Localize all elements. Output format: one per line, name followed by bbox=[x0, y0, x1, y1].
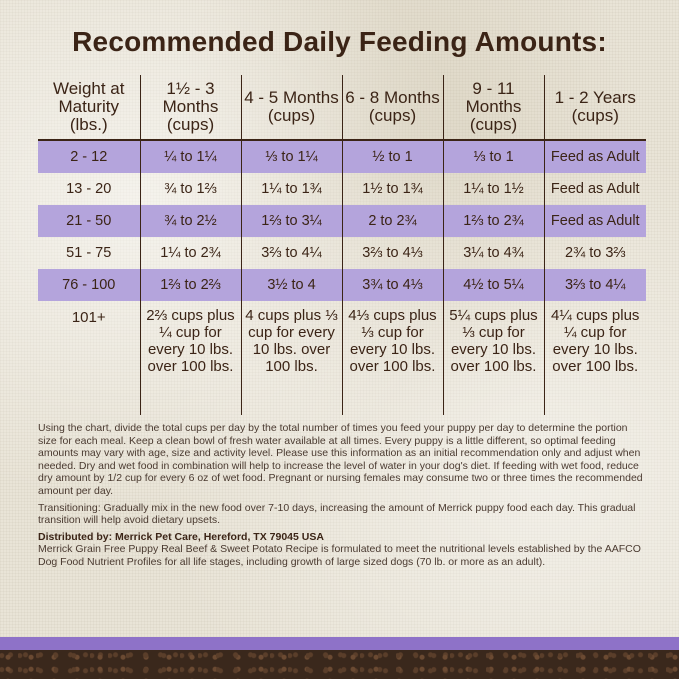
table-cell: 21 - 50 bbox=[38, 205, 140, 237]
column-header: 6 - 8 Months (cups) bbox=[342, 75, 443, 140]
table-header-row bbox=[38, 75, 646, 140]
table-cell: 4⅓ cups plus ⅓ cup for every 10 lbs. over 100 lbs. bbox=[342, 301, 443, 415]
table-cell: ¼ to 1¼ bbox=[140, 140, 241, 173]
table-cell: 1½ to 1¾ bbox=[342, 173, 443, 205]
table-cell: 4 cups plus ⅓ cup for every 10 lbs. over 100 lbs. bbox=[241, 301, 342, 415]
table-row bbox=[38, 237, 646, 269]
column-header: 4 - 5 Months (cups) bbox=[241, 75, 342, 140]
column-header: 1½ - 3 Months (cups) bbox=[140, 75, 241, 140]
table-row bbox=[38, 140, 646, 173]
table-cell: 1⅔ to 3¼ bbox=[241, 205, 342, 237]
table-cell: Feed as Adult bbox=[544, 140, 646, 173]
table-cell: 101+ bbox=[38, 301, 140, 415]
table-cell: ⅓ to 1 bbox=[443, 140, 544, 173]
table-cell: 1¼ to 1½ bbox=[443, 173, 544, 205]
table-cell: 1¼ to 1¾ bbox=[241, 173, 342, 205]
transitioning-note: Transitioning: Gradually mix in the new food over 7-10 days, increasing the amount of Merrick puppy food each day. This gradual transition will help avoid dietary upsets. bbox=[38, 501, 636, 527]
table-cell: 76 - 100 bbox=[38, 269, 140, 301]
table-cell: 13 - 20 bbox=[38, 173, 140, 205]
column-header: 1 - 2 Years (cups) bbox=[544, 75, 646, 140]
page-title: Recommended Daily Feeding Amounts: bbox=[72, 26, 607, 57]
distributor-line: Distributed by: Merrick Pet Care, Hereford, TX 79045 USA bbox=[38, 530, 324, 543]
table-cell: 1⅔ to 2⅔ bbox=[140, 269, 241, 301]
table-row bbox=[38, 173, 646, 205]
column-header: 9 - 11 Months (cups) bbox=[443, 75, 544, 140]
table-cell: ¾ to 2½ bbox=[140, 205, 241, 237]
table-cell: 5¼ cups plus ⅓ cup for every 10 lbs. over 100 lbs. bbox=[443, 301, 544, 415]
table-row bbox=[38, 269, 646, 301]
table-cell: 4¼ cups plus ¼ cup for every 10 lbs. over 100 lbs. bbox=[551, 307, 640, 375]
table-cell: 3⅔ to 4¼ bbox=[241, 237, 342, 269]
table-cell: 3¾ to 4⅓ bbox=[342, 269, 443, 301]
purple-band bbox=[0, 637, 679, 650]
table-cell: 3½ to 4 bbox=[241, 269, 342, 301]
feeding-notes bbox=[38, 422, 644, 573]
table-cell: ⅓ to 1¼ bbox=[241, 140, 342, 173]
feeding-table-grid bbox=[38, 75, 646, 415]
column-header: Weight at Maturity (lbs.) bbox=[38, 75, 140, 140]
recipe-statement: Merrick Grain Free Puppy Real Beef & Sweet Potato Recipe is formulated to meet the nutritional levels established by the AAFCO Dog Food Nutrient Profiles for all life stages, including growth of large sized dogs (70 lb. or more as an adult). bbox=[38, 543, 641, 568]
table-cell: 3¼ to 4¾ bbox=[443, 237, 544, 269]
table-cell: 4½ to 5¼ bbox=[443, 269, 544, 301]
table-cell: 2¾ to 3⅔ bbox=[565, 244, 626, 261]
table-cell: 1⅔ to 2¾ bbox=[443, 205, 544, 237]
table-cell: 3⅔ to 4¼ bbox=[544, 269, 646, 301]
table-cell: 2⅔ cups plus ¼ cup for every 10 lbs. over 100 lbs. bbox=[140, 301, 241, 415]
table-cell: 3⅔ to 4⅓ bbox=[342, 237, 443, 269]
table-row bbox=[38, 301, 646, 415]
usage-note: Using the chart, divide the total cups per day by the total number of times you feed your puppy per day to determine the portion size for each meal. Keep a clean bowl of fresh water available at all times. Every puppy is a little different, so optimal feeding amounts may vary with age, size and activity level. Please use this information as an initial recommendation only and adjust when needed. Dry and wet food in combination will help to increase the level of water in your dog's diet. If feeding with wet food, reduce dry amount by 1/2 cup for every 6 oz of wet food. Pregnant or nursing females may consume two or three times the recommended amount per day. bbox=[38, 422, 643, 497]
table-cell: 2 to 2¾ bbox=[342, 205, 443, 237]
table-cell: 51 - 75 bbox=[38, 237, 140, 269]
table-cell: ¾ to 1⅔ bbox=[140, 173, 241, 205]
table-cell: ½ to 1 bbox=[342, 140, 443, 173]
soil-strip bbox=[0, 650, 679, 679]
table-cell: 2 - 12 bbox=[38, 140, 140, 173]
table-cell: 1¼ to 2¾ bbox=[140, 237, 241, 269]
table-row bbox=[38, 205, 646, 237]
feeding-table bbox=[38, 75, 646, 410]
table-cell: Feed as Adult bbox=[544, 205, 646, 237]
table-cell: Feed as Adult bbox=[550, 180, 640, 197]
